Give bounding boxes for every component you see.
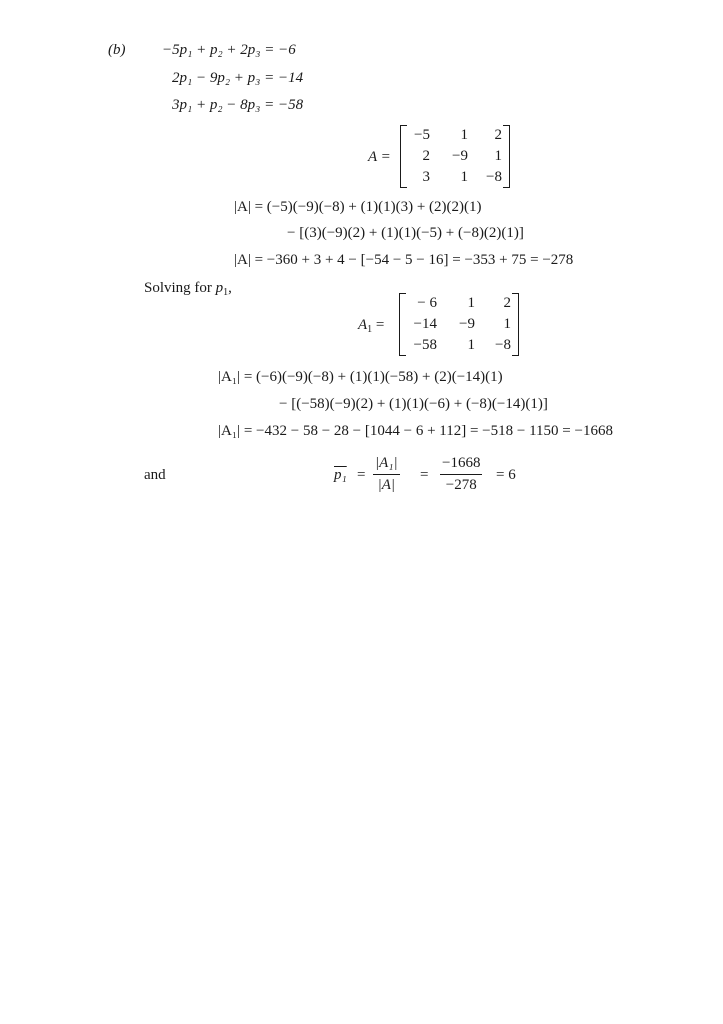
result-lhs: p₁ <box>334 467 347 483</box>
fraction-numerator: |A₁| <box>373 455 400 475</box>
matrix-cell: 1 <box>467 337 475 353</box>
fraction-determinants <box>373 455 400 493</box>
matrix-a1-label <box>358 318 384 333</box>
matrix-a-label: A = <box>368 149 391 165</box>
det-a-line-3: |A| = −360 + 3 + 4 − [−54 − 5 − 16] = −353 + 75 = −278 <box>234 252 574 268</box>
matrix-cell: − 6 <box>417 295 437 311</box>
matrix-a1 <box>399 293 519 356</box>
equation-2: 2p₁ − 9p₂ + p₃ = −14 <box>172 70 304 86</box>
matrix-cell: −8 <box>486 169 502 185</box>
and-text: and <box>144 467 166 483</box>
det-a1-line-3: |A₁| = −432 − 58 − 28 − [1044 − 6 + 112] = −518 − 1150 = −1668 <box>218 423 613 439</box>
matrix-cell: 1 <box>460 127 468 143</box>
matrix-cell: −14 <box>413 316 437 332</box>
matrix-cell: 1 <box>503 316 511 332</box>
matrix-row <box>407 293 511 314</box>
matrix-cell: −58 <box>413 337 437 353</box>
result-equals-2: = <box>420 467 429 483</box>
part-label: (b) <box>108 42 126 58</box>
matrix-cell: 1 <box>494 148 502 164</box>
matrix-row <box>408 146 502 167</box>
equation-3: 3p₁ + p₂ − 8p₃ = −58 <box>172 97 304 113</box>
det-a1-line-1: |A₁| = (−6)(−9)(−8) + (1)(1)(−58) + (2)(−14)(1) <box>218 369 503 385</box>
matrix-cell: −5 <box>414 127 430 143</box>
matrix-row <box>408 125 502 146</box>
matrix-cell: 2 <box>503 295 511 311</box>
fraction-denominator: |A| <box>377 476 396 493</box>
equation-1: −5p₁ + p₂ + 2p₃ = −6 <box>162 42 296 58</box>
det-a-line-1: |A| = (−5)(−9)(−8) + (1)(1)(3) + (2)(2)(1) <box>234 199 482 215</box>
solving-for-text <box>144 281 232 296</box>
result-value: = 6 <box>496 467 516 483</box>
matrix-cell: 3 <box>422 169 430 185</box>
left-bracket <box>399 293 406 356</box>
left-bracket <box>400 125 407 188</box>
solving-variable-subscript: 1 <box>223 287 229 298</box>
matrix-a1-label-subscript: 1 <box>367 324 373 335</box>
matrix-a1-equals: = <box>375 317 385 333</box>
matrix-cell: 1 <box>467 295 475 311</box>
matrix-row <box>407 314 511 335</box>
fraction-denominator: −278 <box>445 476 477 493</box>
matrix-a <box>400 125 510 188</box>
right-bracket <box>503 125 510 188</box>
matrix-cell: 2 <box>422 148 430 164</box>
right-bracket <box>512 293 519 356</box>
det-a1-line-2: − [(−58)(−9)(2) + (1)(1)(−6) + (−8)(−14)(1)] <box>279 396 548 412</box>
matrix-cell: 1 <box>460 169 468 185</box>
matrix-cell: −9 <box>459 316 475 332</box>
fraction-numerator: −1668 <box>440 455 482 475</box>
matrix-a1-label-letter: A <box>358 317 368 333</box>
result-equals-1: = <box>357 467 366 483</box>
det-a-line-2: − [(3)(−9)(2) + (1)(1)(−5) + (−8)(2)(1)] <box>287 225 524 241</box>
solving-comma: , <box>228 280 232 296</box>
matrix-row <box>408 167 502 188</box>
fraction-values <box>440 455 482 493</box>
matrix-row <box>407 335 511 356</box>
solving-variable: p <box>215 280 224 296</box>
solving-label: Solving for <box>144 280 212 296</box>
matrix-cell: −9 <box>452 148 468 164</box>
matrix-cell: −8 <box>495 337 511 353</box>
matrix-cell: 2 <box>494 127 502 143</box>
